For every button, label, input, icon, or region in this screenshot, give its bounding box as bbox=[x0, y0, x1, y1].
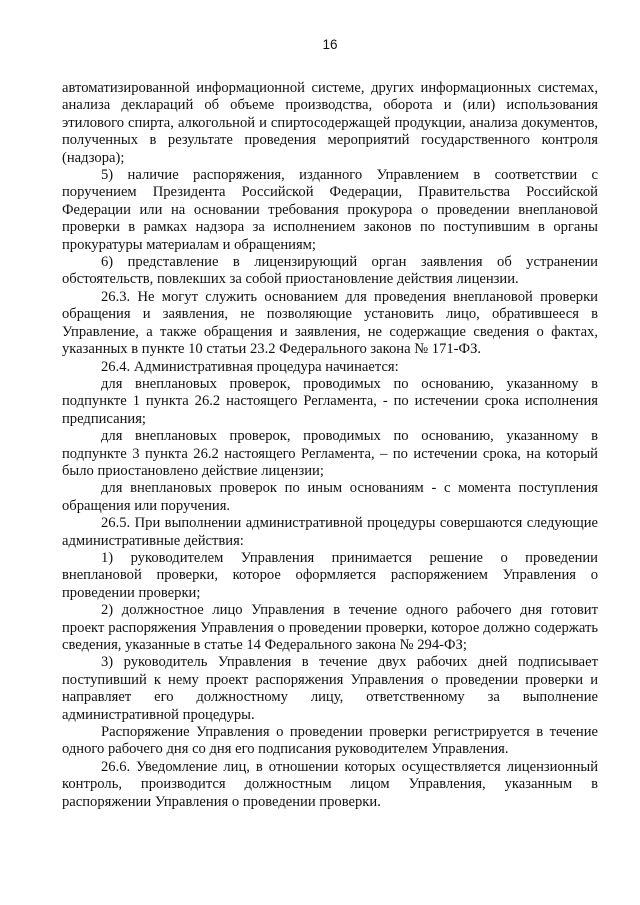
paragraph-26-3: 26.3. Не могут служить основанием для проведения внеплановой проверки обращения и заявления, не позволяющие установить лицо, обратившееся в Управление, а также обращения и заявления, не содержащие сведения о фактах, указанных в пункте 10 статьи 23.2 Федерального закона № 171-ФЗ. bbox=[62, 288, 598, 358]
paragraph-registration: Распоряжение Управления о проведении проверки регистрируется в течение одного рабочего дня со дня его подписания руководителем Управления. bbox=[62, 724, 598, 758]
paragraph-26-6: 26.6. Уведомление лиц, в отношении которых осуществляется лицензионный контроль, производится должностным лицом Управления, указанным в распоряжении Управления о проведении проверки. bbox=[62, 758, 598, 810]
paragraph-26-4-case-3: для внеплановых проверок, проводимых по основанию, указанному в подпункте 3 пункта 26.2 настоящего Регламента, – по истечении срока, на который было приостановлено действие лицензии; bbox=[62, 428, 598, 479]
document-body bbox=[62, 80, 598, 811]
paragraph-26-5-action-3: 3) руководитель Управления в течение двух рабочих дней подписывает поступивший к нему проект распоряжения Управления о проведении проверки и направляет его должностному лицу, ответственному за выполнение административной процедуры. bbox=[62, 654, 598, 723]
paragraph-item-6: 6) представление в лицензирующий орган заявления об устранении обстоятельств, повлекших за собой приостановление действия лицензии. bbox=[62, 254, 598, 288]
paragraph-26-5: 26.5. При выполнении административной процедуры совершаются следующие административные действия: bbox=[62, 515, 598, 549]
paragraph-26-4-case-1: для внеплановых проверок, проводимых по основанию, указанному в подпункте 1 пункта 26.2 настоящего Регламента, - по истечении срока исполнения предписания; bbox=[62, 375, 598, 427]
paragraph-continuation: автоматизированной информационной системе, других информационных системах, анализа деклараций об объеме производства, оборота и (или) использования этилового спирта, алкогольной и спиртосодержащей продукции, анализа документов, полученных в результате проведения мероприятий государственного контроля (надзора); bbox=[62, 80, 598, 166]
paragraph-26-5-action-1: 1) руководителем Управления принимается решение о проведении внеплановой проверки, которое оформляется распоряжением Управления о проведении проверки; bbox=[62, 549, 598, 601]
paragraph-item-5: 5) наличие распоряжения, изданного Управлением в соответствии с поручением Президента Российской Федерации, Правительства Российской Федерации или на основании требования прокурора о проведении внеплановой проверки в рамках надзора за исполнением законов по поступившим в органы прокуратуры материалам и обращениям; bbox=[62, 167, 598, 253]
paragraph-26-4-other: для внеплановых проверок по иным основаниям - с момента поступления обращения или поручения. bbox=[62, 480, 598, 514]
paragraph-26-4: 26.4. Административная процедура начинается: bbox=[101, 358, 399, 375]
paragraph-26-5-action-2: 2) должностное лицо Управления в течение одного рабочего дня готовит проект распоряжения Управления о проведении проверки, которое должно содержать сведения, указанные в статье 14 Федерального закона № 294-ФЗ; bbox=[62, 602, 598, 653]
page-number: 16 bbox=[322, 37, 338, 52]
